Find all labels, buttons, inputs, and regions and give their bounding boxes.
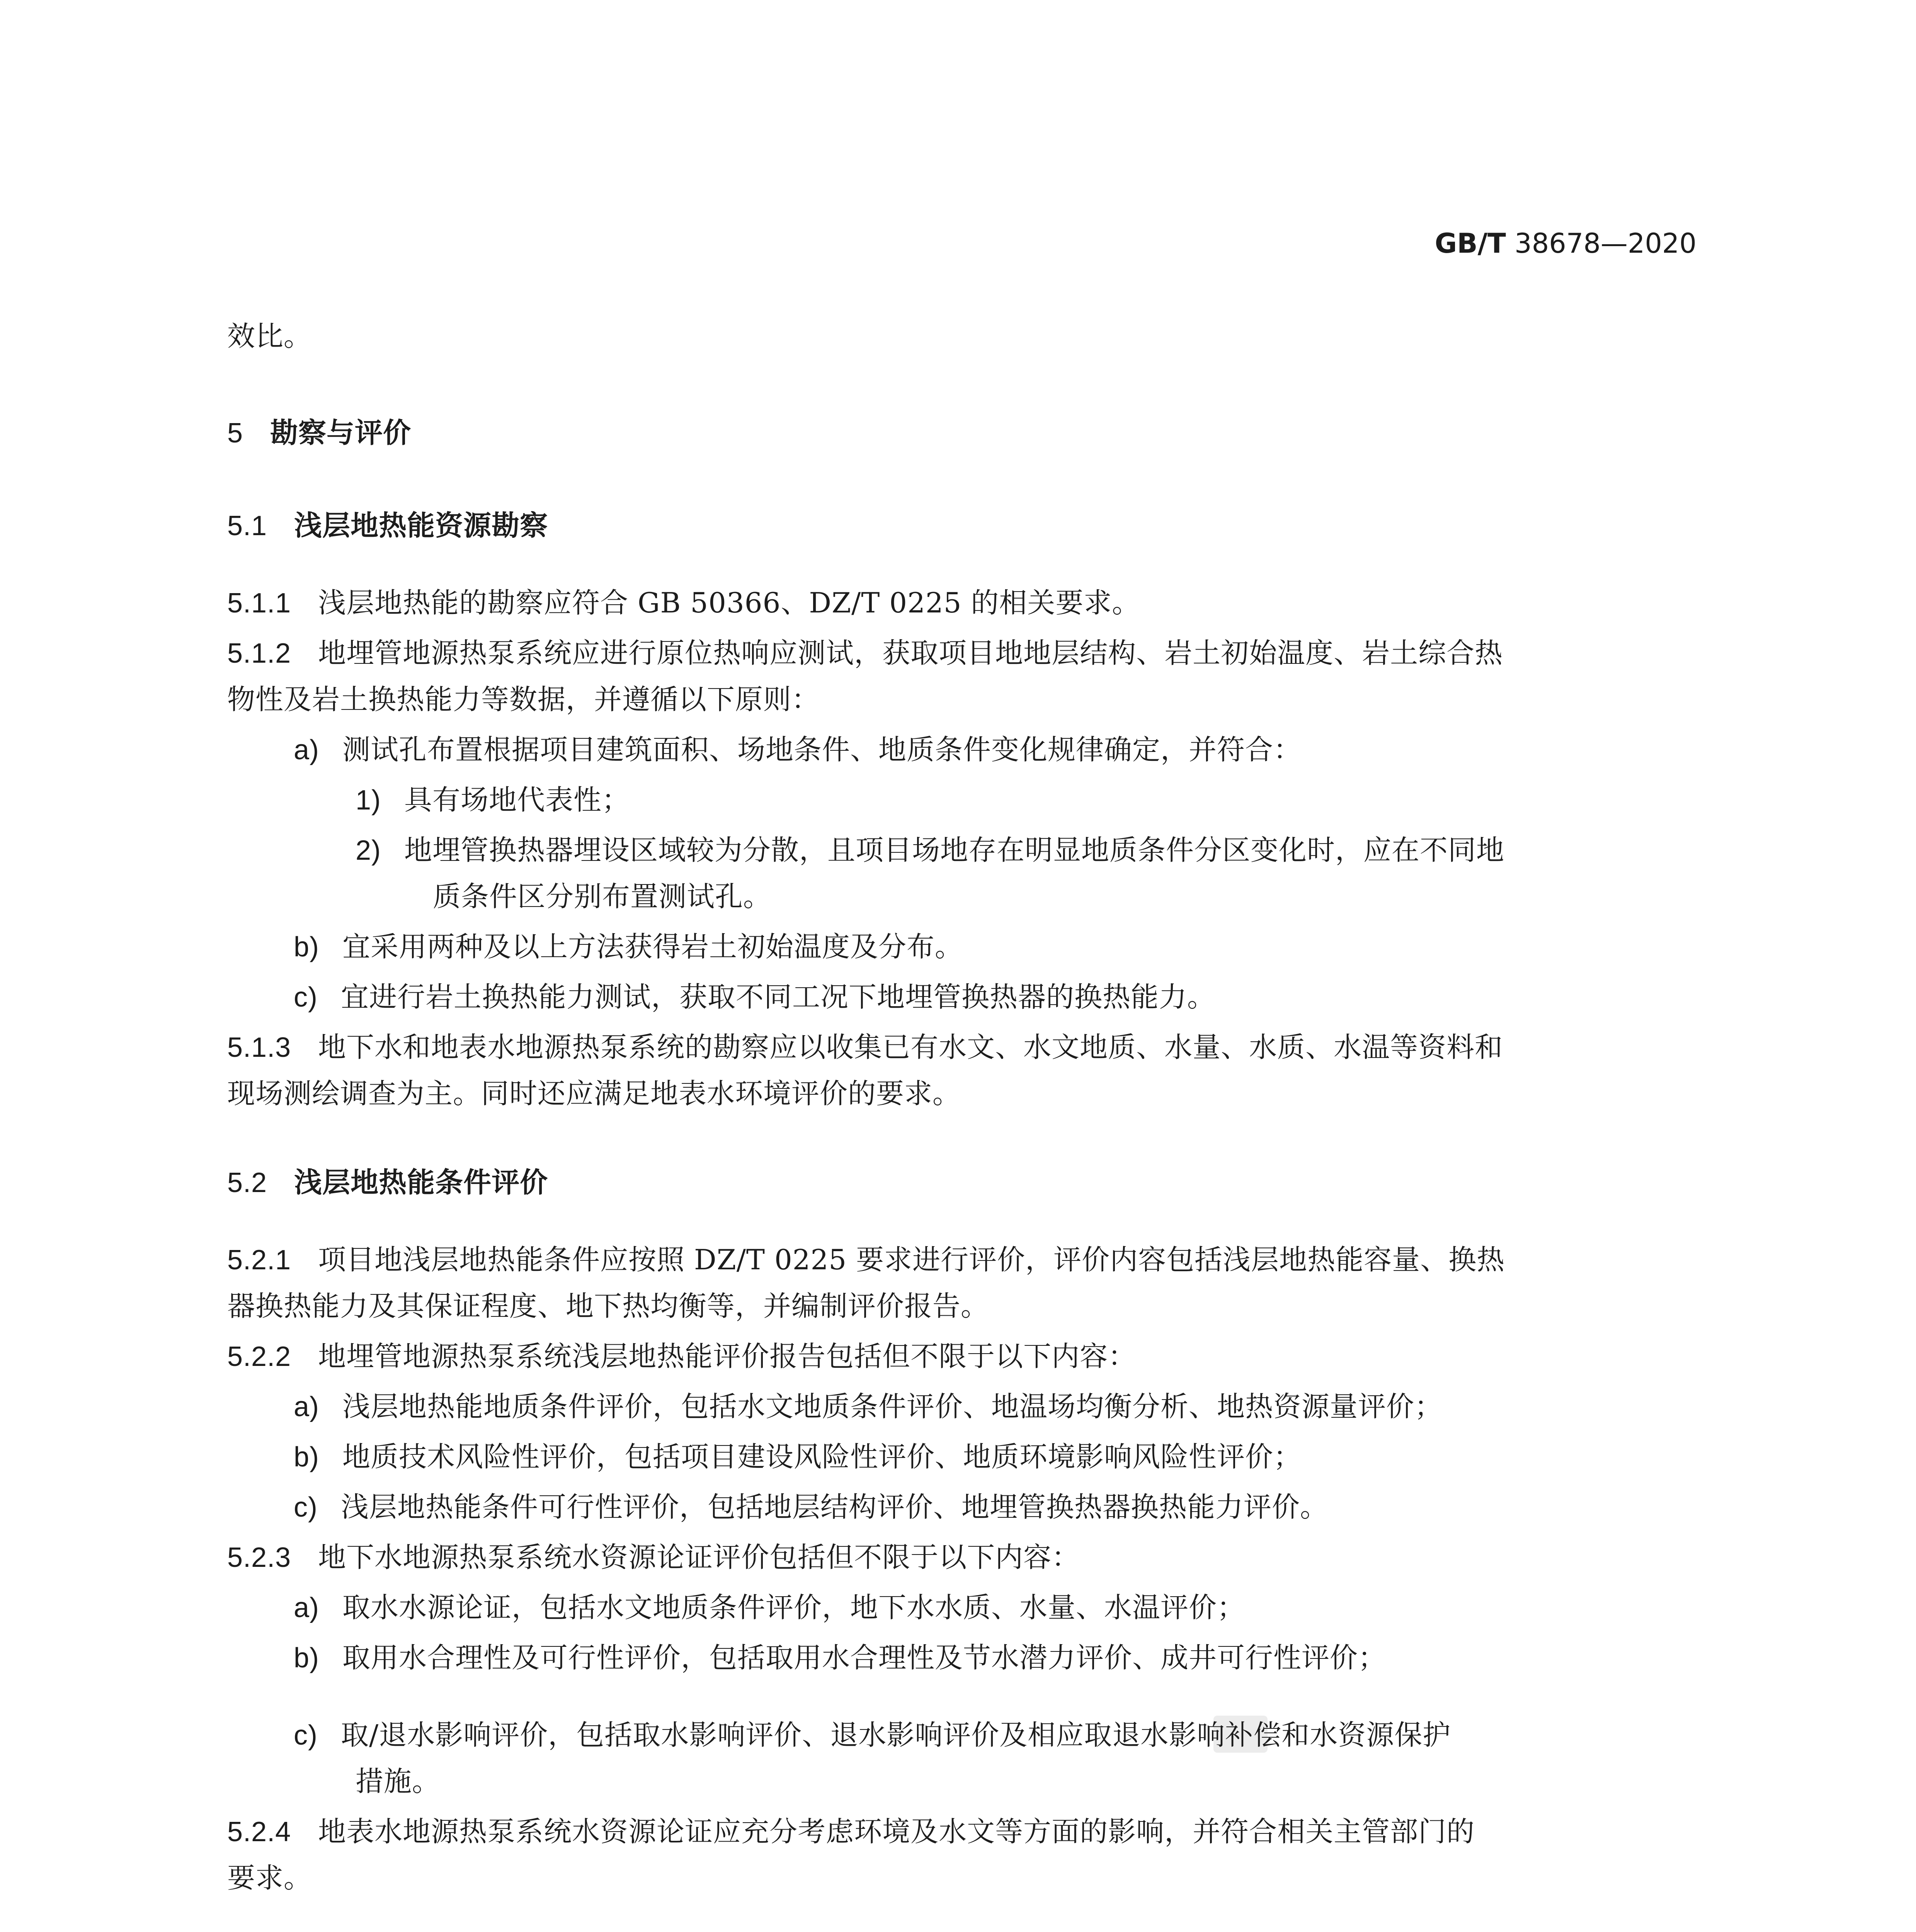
list-item-5-2-2-b: b) 地质技术风险性评价，包括项目建设风险性评价、地质环境影响风险性评价； bbox=[294, 1440, 1302, 1473]
list-item-5-1-2-a: a) 测试孔布置根据项目建筑面积、场地条件、地质条件变化规律确定，并符合： bbox=[294, 733, 1302, 766]
section-heading-5-2: 5.2 浅层地热能条件评价 bbox=[227, 1166, 548, 1199]
continuation-line: 效比。 bbox=[227, 320, 312, 352]
clause-5-2-4: 5.2.4 地表水地源热泵系统水资源论证应充分考虑环境及水文等方面的影响，并符合相关主管部门的 bbox=[227, 1815, 1475, 1848]
list-item-5-2-2-a: a) 浅层地热能地质条件评价，包括水文地质条件评价、地温场均衡分析、地热资源量评价； bbox=[294, 1390, 1443, 1423]
list-item-5-1-2-a-1: 1) 具有场地代表性； bbox=[356, 784, 630, 816]
list-item-5-2-3-b: b) 取用水合理性及可行性评价，包括取用水合理性及节水潜力评价、成井可行性评价； bbox=[294, 1641, 1387, 1674]
clause-5-1-3: 5.1.3 地下水和地表水地源热泵系统的勘察应以收集已有水文、水文地质、水量、水质、水温等资料和 bbox=[227, 1031, 1503, 1063]
clause-5-1-2-cont: 物性及岩土换热能力等数据，并遵循以下原则： bbox=[227, 683, 820, 716]
section-heading-5: 5 勘察与评价 bbox=[227, 417, 412, 449]
standard-number: 38678—2020 bbox=[1514, 228, 1696, 259]
list-item-5-1-2-a-2: 2) 地埋管换热器埋设区域较为分散，且项目场地存在明显地质条件分区变化时，应在不同地 bbox=[356, 834, 1505, 866]
list-item-5-2-3-c-cont: 措施。 bbox=[356, 1765, 441, 1798]
clause-5-2-2: 5.2.2 地埋管地源热泵系统浅层地热能评价报告包括但不限于以下内容： bbox=[227, 1340, 1137, 1372]
clause-5-1-1: 5.1.1 浅层地热能的勘察应符合 GB 50366、DZ/T 0225 的相关要求。 bbox=[227, 587, 1140, 619]
clause-5-1-3-cont: 现场测绘调查为主。同时还应满足地表水环境评价的要求。 bbox=[227, 1077, 961, 1110]
section-heading-5-1: 5.1 浅层地热能资源勘察 bbox=[227, 509, 548, 542]
list-item-5-1-2-b: b) 宜采用两种及以上方法获得岩土初始温度及分布。 bbox=[294, 930, 963, 963]
list-item-5-2-3-c: c) 取/退水影响评价，包括取水影响评价、退水影响评价及相应取退水影响补偿和水资源保护 bbox=[294, 1719, 1451, 1751]
list-item-5-2-3-a: a) 取水水源论证，包括水文地质条件评价，地下水水质、水量、水温评价； bbox=[294, 1591, 1246, 1624]
standard-prefix: GB/T bbox=[1434, 228, 1506, 259]
list-item-5-2-2-c: c) 浅层地热能条件可行性评价，包括地层结构评价、地埋管换热器换热能力评价。 bbox=[294, 1491, 1328, 1523]
standard-code bbox=[1435, 224, 1696, 263]
clause-5-2-1-cont: 器换热能力及其保证程度、地下热均衡等，并编制评价报告。 bbox=[227, 1290, 989, 1322]
clause-5-2-1: 5.2.1 项目地浅层地热能条件应按照 DZ/T 0225 要求进行评价，评价内容包括浅层地热能容量、换热 bbox=[227, 1243, 1505, 1276]
clause-5-1-2: 5.1.2 地埋管地源热泵系统应进行原位热响应测试，获取项目地地层结构、岩土初始温度、岩土综合热 bbox=[227, 637, 1503, 669]
list-item-5-1-2-a-2-cont: 质条件区分别布置测试孔。 bbox=[433, 880, 772, 913]
list-item-5-1-2-c: c) 宜进行岩土换热能力测试，获取不同工况下地埋管换热器的换热能力。 bbox=[294, 981, 1215, 1013]
clause-5-2-3: 5.2.3 地下水地源热泵系统水资源论证评价包括但不限于以下内容： bbox=[227, 1541, 1080, 1573]
clause-5-2-4-cont: 要求。 bbox=[227, 1862, 312, 1894]
